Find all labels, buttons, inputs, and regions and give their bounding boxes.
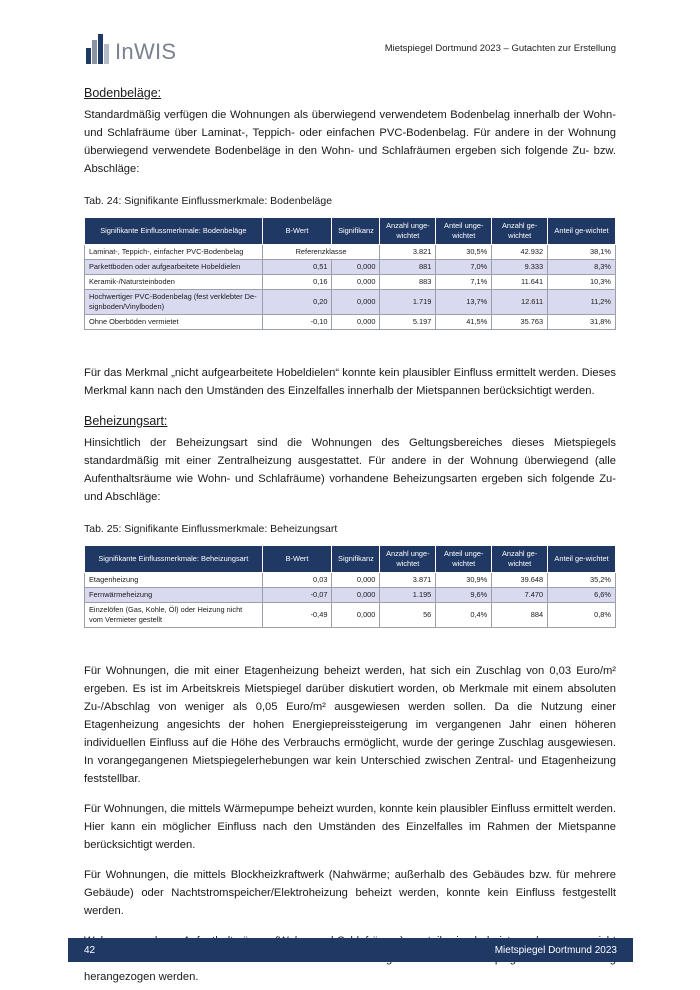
cell-anteil-ungewichtet: 41,5% [436,315,492,330]
column-header: Signifikanz [332,218,380,245]
section-title-beheizungsart: Beheizungsart: [84,414,168,428]
table-header-row [85,546,616,573]
table-row [85,603,616,628]
column-header: B-Wert [262,546,332,573]
cell-b-wert: 0,20 [262,290,332,315]
cell-anteil-ungewichtet: 30,9% [436,573,492,588]
reference-class-cell: Referenzklasse [262,245,380,260]
page-content [84,86,616,986]
row-label: Einzelöfen (Gas, Kohle, Öl) oder Heizung nicht vom Vermieter gestellt [85,603,263,628]
table-bodenbelaege [84,217,616,330]
cell-anzahl-ungewichtet: 3.871 [380,573,436,588]
page-number: 42 [84,944,96,956]
cell-anzahl-gewichtet: 42.932 [492,245,548,260]
cell-anzahl-gewichtet: 7.470 [492,588,548,603]
cell-b-wert: -0,10 [262,315,332,330]
column-header: Signifikanz [332,546,380,573]
cell-b-wert: 0,16 [262,275,332,290]
table-caption-24: Tab. 24: Signifikante Einflussmerkmale: Bodenbeläge [84,195,333,207]
paragraph-waermepumpe: Für Wohnungen, die mittels Wärmepumpe beheizt wurden, konnte kein plausibler Einfluss ermittelt werden. Hier kann ein möglicher Einfluss nach den Umständen des Einzelfalles im Rahmen der Mietspanne berücksichtigt werden. [84,803,616,851]
column-header: B-Wert [262,218,332,245]
header-title: Mietspiegel Dortmund 2023 – Gutachten zur Erstellung [384,43,616,54]
cell-anteil-gewichtet: 35,2% [548,573,616,588]
cell-anteil-gewichtet: 11,2% [548,290,616,315]
column-header: Anzahl ge-wichtet [492,546,548,573]
paragraph-hobeldielen: Für das Merkmal „nicht aufgearbeitete Hobeldielen“ konnte kein plausibler Einfluss ermittelt werden. Dieses Merkmal kann nach den Umständen des Einzelfalles innerhalb der Mietspannen berücksichtigt werden. [84,367,616,397]
table-row [85,245,616,260]
cell-anzahl-gewichtet: 35.763 [492,315,548,330]
row-label: Ohne Oberböden vermietet [85,315,263,330]
cell-anzahl-ungewichtet: 5.197 [380,315,436,330]
cell-b-wert: -0,07 [262,588,332,603]
column-header: Anteil ge-wichtet [548,546,616,573]
column-header: Anteil ge-wichtet [548,218,616,245]
cell-anzahl-gewichtet: 9.333 [492,260,548,275]
cell-anzahl-ungewichtet: 1.195 [380,588,436,603]
table-beheizungsart [84,545,616,628]
cell-anzahl-gewichtet: 39.648 [492,573,548,588]
row-label: Keramik-/Natursteinboden [85,275,263,290]
table-row [85,315,616,330]
table-row [85,588,616,603]
cell-anteil-ungewichtet: 0,4% [436,603,492,628]
table-row [85,260,616,275]
cell-anteil-ungewichtet: 30,5% [436,245,492,260]
cell-anteil-gewichtet: 8,3% [548,260,616,275]
cell-signifikanz: 0,000 [332,588,380,603]
cell-anteil-gewichtet: 6,6% [548,588,616,603]
cell-anteil-gewichtet: 10,3% [548,275,616,290]
column-header: Signifikante Einflussmerkmale: Beheizungsart [85,546,263,573]
column-header: Anteil unge-wichtet [436,546,492,573]
cell-signifikanz: 0,000 [332,290,380,315]
row-label: Laminat-, Teppich-, einfacher PVC-Bodenbelag [85,245,263,260]
cell-signifikanz: 0,000 [332,573,380,588]
logo-mark-icon [86,34,110,64]
cell-anzahl-gewichtet: 11.641 [492,275,548,290]
table-header-row [85,218,616,245]
cell-signifikanz: 0,000 [332,315,380,330]
cell-anzahl-gewichtet: 12.611 [492,290,548,315]
cell-b-wert: 0,03 [262,573,332,588]
row-label: Fernwärmeheizung [85,588,263,603]
cell-anzahl-gewichtet: 884 [492,603,548,628]
cell-anteil-ungewichtet: 7,0% [436,260,492,275]
table-row [85,275,616,290]
cell-anteil-gewichtet: 38,1% [548,245,616,260]
cell-anteil-gewichtet: 0,8% [548,603,616,628]
cell-anteil-gewichtet: 31,8% [548,315,616,330]
logo [86,34,176,64]
paragraph-bodenbelaege-intro: Standardmäßig verfügen die Wohnungen als überwiegend verwendetem Bodenbelag innerhalb der Wohn- und Schlafräume über Laminat-, Teppich- oder einfachen PVC-Bodenbelag. Für andere in der Wohnung überwiegend verwendete Bodenbeläge in den Wohn- und Schlafräumen ergeben sich folgende Zu- bzw. Abschläge: [84,109,616,175]
cell-b-wert: 0,51 [262,260,332,275]
cell-anzahl-ungewichtet: 881 [380,260,436,275]
paragraph-etagenheizung: Für Wohnungen, die mit einer Etagenheizung beheizt werden, hat sich ein Zuschlag von 0,03 Euro/m² ergeben. Es ist im Arbeitskreis Mietspiegel darüber diskutiert worden, ob Merkmale mit einem absoluten Zu-/Abschlag von weniger als 0,05 Euro/m² ausgewiesen werden sollen. Da die Nutzung einer Etagenheizung angesichts der hohen Energiepreissteigerung im vergangenen Jahr einen höheren individuellen Einfluss auf die Höhe des Verbrauchs ermöglicht, wurde der geringe Zuschlag ausgewiesen. In vorangegangenen Mietspiegelerhebungen war kein Unterschied zwischen Zentral- und Etagenheizung feststellbar. [84,665,616,785]
row-label: Hochwertiger PVC-Bodenbelag (fest verklebter De-signboden/Vinylboden) [85,290,263,315]
column-header: Anzahl ge-wichtet [492,218,548,245]
paragraph-blockheizkraftwerk: Für Wohnungen, die mittels Blockheizkraftwerk (Nahwärme; außerhalb des Gebäudes bzw. für mehrere Gebäude) oder Nachtstromspeicher/Elektroheizung beheizt werden, konnte kein Einfluss festgestellt werden. [84,869,616,917]
cell-anteil-ungewichtet: 13,7% [436,290,492,315]
column-header: Anzahl unge-wichtet [380,546,436,573]
table-caption-25: Tab. 25: Signifikante Einflussmerkmale: Beheizungsart [84,523,338,535]
paragraph-substandard: herangezogen werden. [84,971,199,983]
cell-b-wert: -0,49 [262,603,332,628]
cell-anteil-ungewichtet: 9,6% [436,588,492,603]
footer-bar [68,938,633,962]
table-row [85,290,616,315]
cell-signifikanz: 0,000 [332,260,380,275]
cell-anzahl-ungewichtet: 3.821 [380,245,436,260]
row-label: Etagenheizung [85,573,263,588]
cell-anzahl-ungewichtet: 1.719 [380,290,436,315]
cell-anzahl-ungewichtet: 883 [380,275,436,290]
footer-title: Mietspiegel Dortmund 2023 [494,944,617,956]
section-title-bodenbelaege: Bodenbeläge: [84,86,162,100]
table-row [85,573,616,588]
row-label: Parkettboden oder aufgearbeitete Hobeldielen [85,260,263,275]
column-header: Signifikante Einflussmerkmale: Bodenbeläge [85,218,263,245]
cell-signifikanz: 0,000 [332,603,380,628]
cell-anteil-ungewichtet: 7,1% [436,275,492,290]
logo-text: InWIS [115,39,177,64]
column-header: Anzahl unge-wichtet [380,218,436,245]
column-header: Anteil unge-wichtet [436,218,492,245]
paragraph-beheizungsart-intro: Hinsichtlich der Beheizungsart sind die Wohnungen des Geltungsbereiches dieses Mietspiegels standardmäßig mit einer Zentralheizung ausgestattet. Für andere in der Wohnung überwiegend (alle Aufenthaltsräume wie Wohn- und Schlafräume) vorhandene Beheizungsarten ergeben sich folgende Zu- und Abschläge: [84,437,616,503]
cell-signifikanz: 0,000 [332,275,380,290]
cell-anzahl-ungewichtet: 56 [380,603,436,628]
